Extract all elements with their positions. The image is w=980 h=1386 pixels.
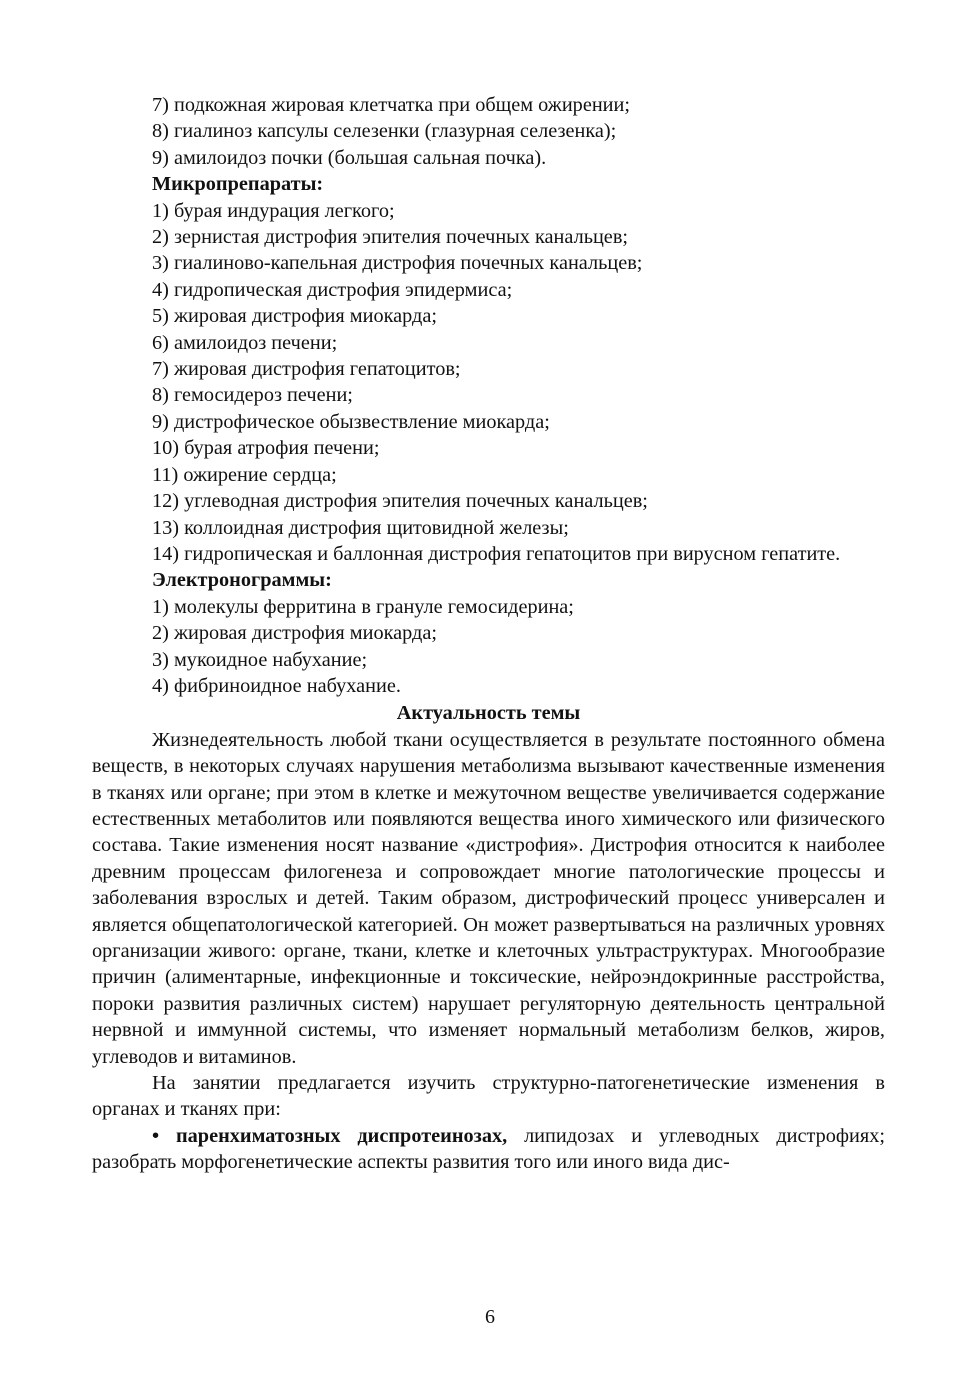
micro-heading: Микропрепараты: [152, 173, 324, 196]
list-item: 2) жировая дистрофия миокарда; [152, 622, 437, 645]
bullet-bold-term: • паренхиматозных диспротеинозах, [152, 1124, 508, 1147]
list-item: 11) ожирение сердца; [152, 463, 337, 486]
list-item: 1) бурая индурация легкого; [152, 199, 395, 222]
list-item: 14) гидропическая и баллонная дистрофия гепатоцитов при вирусном гепатите. [152, 542, 841, 565]
list-item: 4) гидропическая дистрофия эпидермиса; [152, 278, 513, 301]
list-item: 5) жировая дистрофия миокарда; [152, 305, 437, 328]
list-item: 7) подкожная жировая клетчатка при общем ожирении; [152, 94, 631, 116]
electron-heading: Электронограммы: [152, 569, 332, 592]
micro-list [92, 198, 885, 568]
list-item: 12) углеводная дистрофия эпителия почечных канальцев; [152, 490, 648, 513]
list-item: 3) мукоидное набухание; [152, 648, 368, 671]
bullet-text: липидозах и углеводных дистрофиях; разобрать морфогенетические аспекты развития того или иного вида дис- [92, 1124, 885, 1174]
list-item: 2) зернистая дистрофия эпителия почечных канальцев; [152, 226, 629, 249]
relevance-paragraph: Жизнедеятельность любой ткани осуществляется в результате постоянного обмена веществ, в некоторых случаях нарушения метаболизма вызывают качественные изменения в тканях или органе; при этом в клетке и межуточном веществе увеличивается содержание естественных метаболитов или появляются вещества иного химического или физического состава. Такие изменения носят название «дистрофия». Дистрофия относится к наиболее древним процессам филогенеза и сопровождает многие патологические процессы и заболевания взрослых и детей. Таким образом, дистрофический процесс универсален и является общепатологической категорией. Он может развертываться на различных уровнях организации живого: органе, ткани, клетке и клеточных ультраструктурах. Многообразие причин (алиментарные, инфекционные и токсические, нейроэндокринные расстройства, пороки развития различных систем) нарушает регуляторную деятельность центральной нервной и иммунной системы, что изменяет нормальный метаболизм белков, жиров, углеводов и витаминов. [92, 728, 885, 1068]
page-number: 6 [485, 1306, 495, 1328]
electron-list [92, 594, 885, 700]
list-item: 8) гиалиноз капсулы селезенки (глазурная селезенка); [152, 120, 617, 143]
list-item: 6) амилоидоз печени; [152, 331, 338, 354]
list-item: 9) дистрофическое обызвествление миокарда; [152, 410, 550, 433]
organ-list-continued [92, 92, 885, 171]
list-item: 7) жировая дистрофия гепатоцитов; [152, 358, 461, 381]
list-item: 8) гемосидероз печени; [152, 384, 353, 407]
list-item: 13) коллоидная дистрофия щитовидной железы; [152, 516, 569, 539]
list-item: 9) амилоидоз почки (большая сальная почка). [152, 146, 547, 169]
list-item: 3) гиалиново-капельная дистрофия почечных канальцев; [152, 252, 643, 275]
list-item: 10) бурая атрофия печени; [152, 437, 380, 460]
study-paragraph: На занятии предлагается изучить структурно-патогенетические изменения в органах и тканях при: [92, 1072, 885, 1121]
list-item: 1) молекулы ферритина в грануле гемосидерина; [152, 595, 574, 618]
section-title: Актуальность темы [396, 702, 581, 725]
list-item: 4) фибриноидное набухание. [152, 674, 401, 697]
bullet-paragraph [92, 1123, 885, 1176]
